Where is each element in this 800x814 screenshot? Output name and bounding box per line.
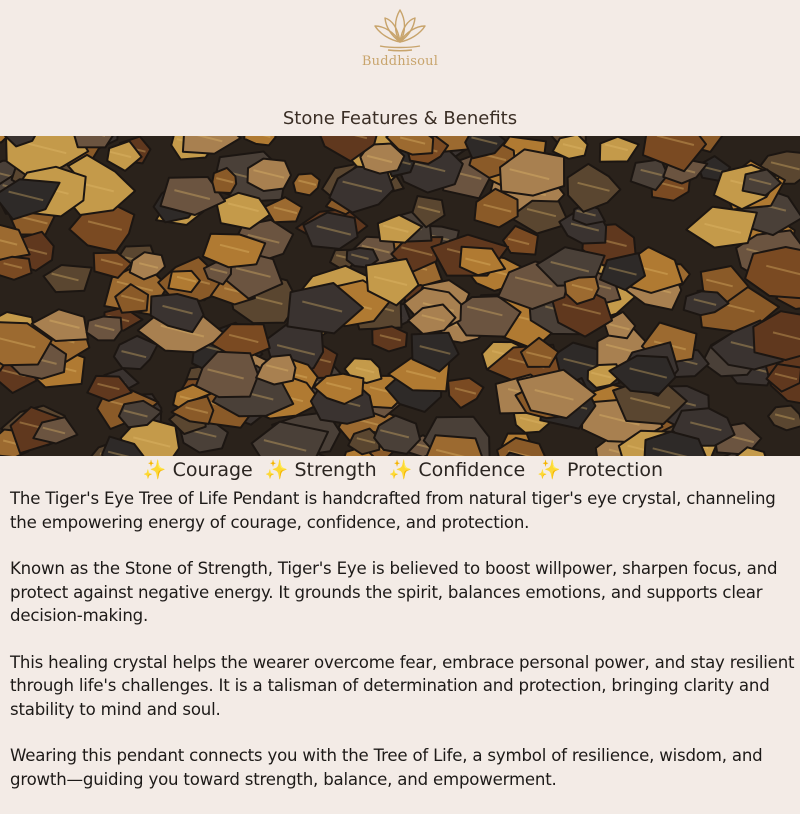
stone bbox=[768, 406, 800, 431]
paragraph-strength: Known as the Stone of Strength, Tiger's Eye is believed to boost willpower, sharpen focus, and protect against negative energy. It grounds the spirit, balances emotions, and supports clear decision-making. bbox=[10, 557, 795, 628]
stone bbox=[244, 136, 275, 145]
stone bbox=[372, 326, 407, 351]
brand-header bbox=[0, 6, 800, 76]
virtue-strength: Strength bbox=[294, 459, 376, 481]
stone bbox=[448, 378, 483, 408]
sparkle-icon: ✨ bbox=[389, 459, 413, 481]
sparkle-icon: ✨ bbox=[143, 459, 167, 481]
stone bbox=[0, 257, 32, 280]
sparkle-icon: ✨ bbox=[537, 459, 561, 481]
lotus-icon bbox=[370, 6, 430, 52]
virtues-line bbox=[0, 458, 800, 481]
paragraph-healing: This healing crystal helps the wearer overcome fear, embrace personal power, and stay resilient through life's challenges. It is a talisman of determination and protection, bringing clarity and stability to mind and soul. bbox=[10, 651, 795, 722]
virtue-courage: Courage bbox=[173, 459, 253, 481]
section-title: Stone Features & Benefits bbox=[0, 108, 800, 129]
paragraph-intro: The Tiger's Eye Tree of Life Pendant is handcrafted from natural tiger's eye crystal, channeling the empowering energy of courage, confidence, and protection. bbox=[10, 487, 795, 534]
paragraph-tree-of-life: Wearing this pendant connects you with the Tree of Life, a symbol of resilience, wisdom, and growth—guiding you toward strength, balance, and empowerment. bbox=[10, 744, 795, 791]
tiger-eye-stones-photo bbox=[0, 136, 800, 456]
stone bbox=[600, 137, 639, 162]
description bbox=[10, 487, 795, 814]
sparkle-icon: ✨ bbox=[265, 459, 289, 481]
virtue-confidence: Confidence bbox=[418, 459, 525, 481]
virtue-protection: Protection bbox=[567, 459, 663, 481]
stone bbox=[72, 136, 116, 147]
brand-name: Buddhisoul bbox=[0, 54, 800, 69]
